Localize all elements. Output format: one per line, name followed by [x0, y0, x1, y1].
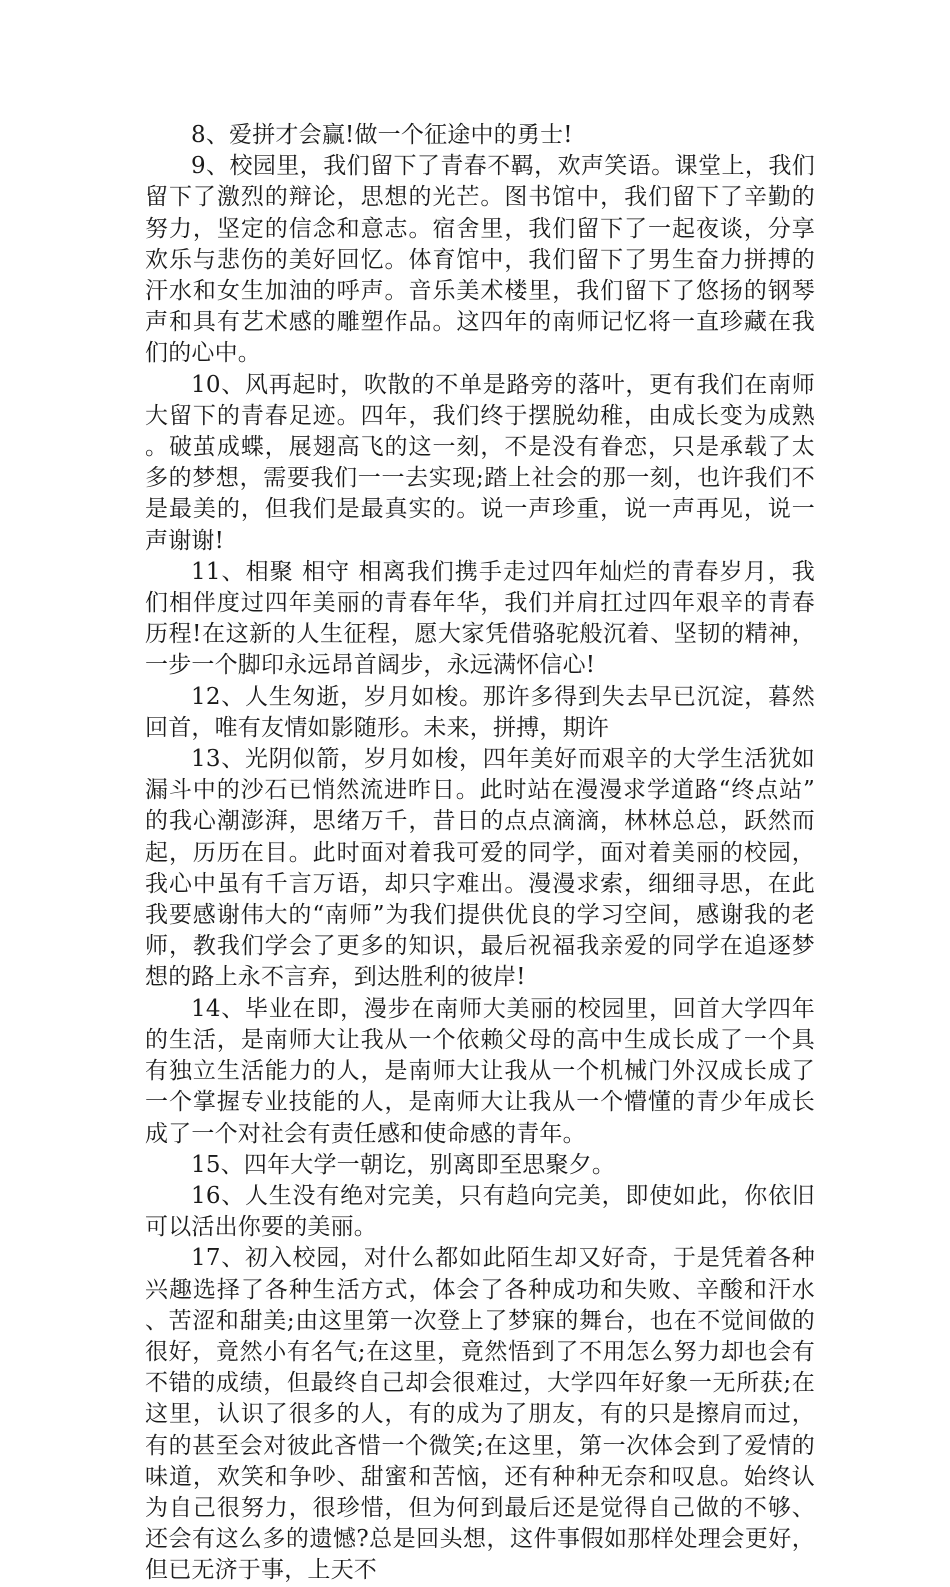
- paragraph-13: 13、光阴似箭，岁月如梭，四年美好而艰辛的大学生活犹如漏斗中的沙石已悄然流进昨日。此时站在漫漫求学道路“终点站”的我心潮澎湃，思绪万千，昔日的点点滴滴，林林总总，跃然而起，历历在目。此时面对着我可爱的同学，面对着美丽的校园，我心中虽有千言万语，却只字难出。漫漫求索，细细寻思，在此我要感谢伟大的“南师”为我们提供优良的学习空间，感谢我的老师，教我们学会了更多的知识，最后祝福我亲爱的同学在追逐梦想的路上永不言弃，到达胜利的彼岸!: [145, 746, 815, 991]
- paragraph-15: 15、四年大学一朝讫，别离即至思聚夕。: [191, 1151, 616, 1178]
- document-body: [145, 120, 815, 1587]
- paragraph-8: 8、爱拼才会赢!做一个征途中的勇士!: [191, 122, 573, 148]
- paragraph-17: 17、初入校园，对什么都如此陌生却又好奇，于是凭着各种兴趣选择了各种生活方式，体会了各种成功和失败、辛酸和汗水、苦涩和甜美;由这里第一次登上了梦寐的舞台，也在不觉间做的很好，竟然小有名气;在这里，竟然悟到了不用怎么努力却也会有不错的成绩，但最终自己却会很难过，大学四年好象一无所获;在这里，认识了很多的人，有的成为了朋友，有的只是擦肩而过，有的甚至会对彼此吝惜一个微笑;在这里，第一次体会到了爱情的味道，欢笑和争吵、甜蜜和苦恼，还有种种无奈和叹息。始终认为自己很努力，很珍惜，但为何到最后还是觉得自己做的不够、还会有这么多的遗憾?总是回头想，这件事假如那样处理会更好，但已无济于事，上天不: [145, 1245, 815, 1584]
- paragraph-9: 9、校园里，我们留下了青春不羁，欢声笑语。课堂上，我们留下了激烈的辩论，思想的光芒。图书馆中，我们留下了辛勤的努力，坚定的信念和意志。宿舍里，我们留下了一起夜谈，分享欢乐与悲伤的美好回忆。体育馆中，我们留下了男生奋力拼搏的汗水和女生加油的呼声。音乐美术楼里，我们留下了悠扬的钢琴声和具有艺术感的雕塑作品。这四年的南师记忆将一直珍藏在我们的心中。: [145, 153, 815, 367]
- paragraph-11: 11、相聚 相守 相离我们携手走过四年灿烂的青春岁月，我们相伴度过四年美丽的青春年华，我们并肩扛过四年艰辛的青春历程!在这新的人生征程，愿大家凭借骆驼般沉着、坚韧的精神，一步一个脚印永远昂首阔步，永远满怀信心!: [145, 558, 815, 679]
- paragraph-16: 16、人生没有绝对完美，只有趋向完美，即使如此，你依旧可以活出你要的美丽。: [145, 1182, 815, 1241]
- paragraph-12: 12、人生匆逝，岁月如梭。那许多得到失去早已沉淀，暮然回首，唯有友情如影随形。未来，拼搏，期许: [145, 683, 815, 741]
- paragraph-10: 10、风再起时，吹散的不单是路旁的落叶，更有我们在南师大留下的青春足迹。四年，我们终于摆脱幼稚，由成长变为成熟。破茧成蝶，展翅高飞的这一刻，不是没有眷恋，只是承载了太多的梦想，需要我们一一去实现;踏上社会的那一刻，也许我们不是最美的，但我们是最真实的。说一声珍重，说一声再见，说一声谢谢!: [145, 371, 815, 554]
- paragraph-14: 14、毕业在即，漫步在南师大美丽的校园里，回首大学四年的生活，是南师大让我从一个依赖父母的高中生成长成了一个具有独立生活能力的人，是南师大让我从一个机械门外汉成长成了一个掌握专业技能的人，是南师大让我从一个懵懂的青少年成长成了一个对社会有责任感和使命感的青年。: [145, 995, 815, 1147]
